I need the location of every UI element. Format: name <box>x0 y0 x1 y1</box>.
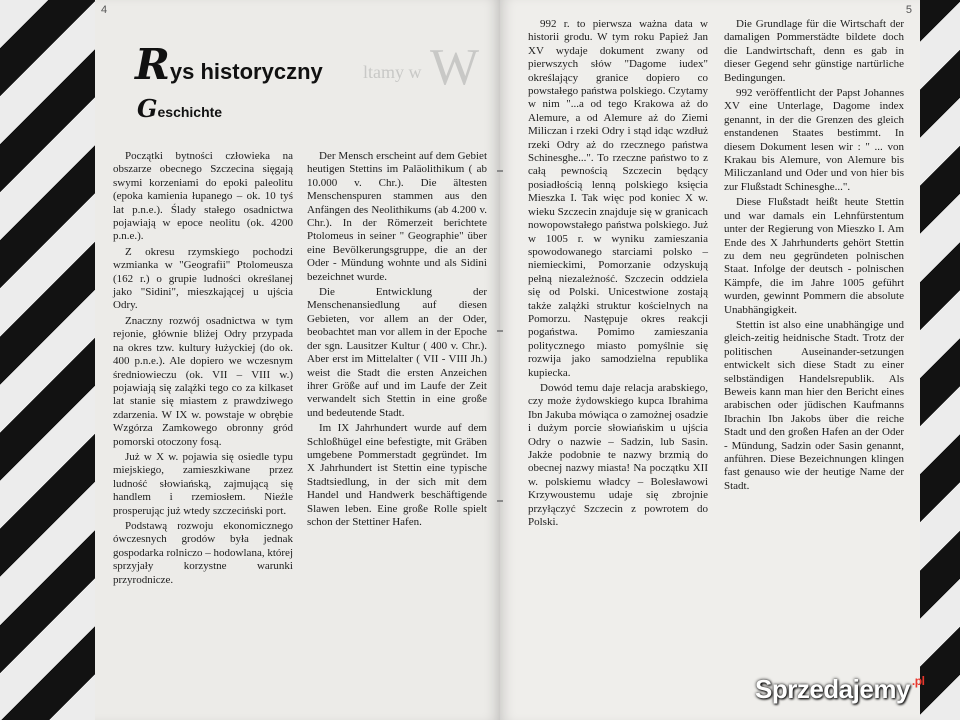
paragraph: Die Grundlage für die Wirtschaft der damaligen Pommerstädte bildete doch die Landwirtschaft, denn es gab in dieser Gegend sehr günstige nartürliche Bedingungen. <box>724 18 904 84</box>
paragraph: Im IX Jahrhundert wurde auf dem Schloßhügel eine befestigte, mit Gräben umgebene Pommerstadt gegründet. Im X Jahrhundert ist Stettin eine typische Stadtsiedlung, in der sich mit dem Handel und Handwerk beschäftigende Slawen leben. Eine große Rolle spielt schon der Stettiner Hafen. <box>307 422 487 528</box>
polish-text-column <box>113 150 293 589</box>
paragraph: Już w X w. pojawia się osiedle typu miejskiego, zamieszkiwane przez ludność słowiańską, zajmującą się handlem i rzemiosłem. Nieźle prosperując już wtedy szczeciński port. <box>113 450 293 517</box>
paragraph: Znaczny rozwój osadnictwa w tym rejonie, głównie bliżej Odry przypada na okres tzw. kultury łużyckiej (do ok. 400 p.n.e.). Ale dopiero we wczesnym średniowieczu (ok. VII – VIII w.) pojawiają się zalążki tego co za kilkaset lat stanie się miastem z prawdziwego zdarzenia. W IX w. powstaje w obrębie Wzgórza Zamkowego obronny gród pomorski otoczony fosą. <box>113 314 293 448</box>
paragraph: Stettin ist also eine unabhängige und gleich-zeitig heidnische Stadt. Trotz der politischen Auseinander-setzungen entwickelt sich diese Stadt zu einer selbständigen Handelsrepublik. Als Beweis kann man hier den Bericht eines arabischen oder jüdischen Kaufmanns Ibrachin Ibn Jakobs über die reiche Stadt und den großen Hafen an der Oder - Mündung, Sadzin oder Sasin genannt, anführen. Diese Bezeichnungen klingen fast genauso wie der heutige Name der Stadt. <box>724 318 904 492</box>
paragraph: 992 veröffentlicht der Papst Johannes XV eine Unterlage, Dagome index genannt, in der die Grenzen des gleich enstandenen Staates bestimmt. In diesem Dokument lesen wir : " ... von Krakau bis Alemure, von Alemure bis Miliczanland und Oder und von hier bis zur Flußstadt Schinesghe...". <box>724 87 904 193</box>
watermark-logo <box>755 674 924 705</box>
page-number-right: 5 <box>905 4 912 16</box>
paragraph: 992 r. to pierwsza ważna data w historii grodu. W tym roku Papież Jan XV wydaje dokument zwany od pierwszych słów "Dagome iudex" określający granice dopiero co powstałego państwa polskiego. Czytamy w nim "...a od tego Krakowa aż do Alemure, a od Alemure aż do Ziemi Miliczan i rzeki Odry i stąd idąc wzdłuż rzeki Odry aż do rzecznego państwa Schinesghe...". To rzeczne państwo to z całą pewnością Szczecin będący posiadłością lenną polskiego księcia Mieszka I. Tak więc pod koniec X w. wieku Szczecin znajduje się w granicach nowopowstałego państwa polskiego. Już w 1005 r. w wyniku zamieszania spowodowanego starciami polsko – niemieckimi, Pomorzanie odzyskują pełną niezależność. Szczecin oddziela się od Polski. Unicestwione zostają także zalążki struktur kościelnych na Pomorzu. Następuje okres reakcji pogaństwa. Pomimo zamieszania politycznego miasto pomyślnie się rozwija jako samodzielna republika kupiecka. <box>528 18 708 379</box>
paragraph: Diese Flußstadt heißt heute Stettin und war damals ein Lehnfürstentum unter der Regierung von Mieszko I. Am Ende des X Jahrhunderts gehört Stettin zu dem neu gegründeten polnischen Staat. Infolge der deutsch - polnischen Kämpfe, die im Jahre 1005 geführt wurden, gewinnt Pommern die absolute Unabhängigkeit. <box>724 196 904 316</box>
paragraph: Dowód temu daje relacja arabskiego, czy może żydowskiego kupca Ibrahima Ibn Jakuba mówiąca o zamożnej osadzie i dużym porcie słowiańskim u ujścia Odry o nazwie – Sadzin, lub Sasin. Jakże podobnie te nazwy brzmią do obecnej nazwy miasta! Na początku XII w. polskiemu władcy – Bolesławowi Krzywoustemu udaje się zbrojnie przyłączyć Szczecin z powrotem do Polski. <box>528 381 708 529</box>
binding-stitch <box>497 170 503 172</box>
ghost-heading: W <box>430 39 480 96</box>
polish-text-column <box>528 18 708 531</box>
title-text: ys historyczny <box>169 59 323 84</box>
paragraph: Der Mensch erscheint auf dem Gebiet heutigen Stettins im Paläolithikum ( ab 10.000 v. Chr.). Die ältesten Menschenspuren stammen aus den Anfängen des Neolithikums (ab 4.200 v. Chr.). In der Römerzeit berichtete Ptolomeus in seiner " Geographie" über eine Bevölkerungsgruppe, die an der Oder - Mündung wohnte und als Sidini bezeichnet wurde. <box>307 150 487 283</box>
watermark-tld: .pl <box>911 674 925 688</box>
watermark-brand: Sprzedajemy <box>755 674 910 704</box>
page-title <box>135 40 323 89</box>
paragraph: Podstawą rozwoju ekonomicznego ówczesnych grodów była jednak gospodarka rolniczo – hodowlana, której sprzyjały korzystne warunki przyrodnicze. <box>113 519 293 586</box>
subtitle-text: eschichte <box>157 104 223 120</box>
paragraph: Die Entwicklung der Menschenansiedlung auf diesen Gebieten, vor allem an der Oder, beobachtet man vor allem in der Epoche der sgn. Lausitzer Kultur ( 400 v. Chr.). Aber erst im Mittelalter ( VII - VIII Jh.) weist die Stadt die ersten Anzeichen ihrer Größe auf und im Laufe der Zeit verwandelt sich Stettin in eine große und bedeutende Stadt. <box>307 286 487 419</box>
left-page <box>95 0 500 720</box>
binding-stitch <box>497 330 503 332</box>
ghost-subheading: ltamy w <box>363 62 422 82</box>
paragraph: Początki bytności człowieka na obszarze obecnego Szczecina sięgają swymi korzeniami do epoki paleolitu (epoka kamienia łupanego – ok. 10 tyś lat p.n.e.). Ślady stałego osadnictwa pojawiają w epoce neolitu (ok. 4200 p.n.e.). <box>113 150 293 243</box>
page-number-left: 4 <box>101 4 108 16</box>
paragraph: Z okresu rzymskiego pochodzi wzmianka w "Geografii" Ptolomeusza (162 r.) o grupie ludności określanej jako "Sidini", mieszkającej u ujścia Odry. <box>113 245 293 312</box>
german-text-column <box>307 150 487 531</box>
right-page <box>500 0 920 720</box>
subtitle-initial: G <box>137 94 158 123</box>
page-subtitle <box>137 94 222 123</box>
binding-stitch <box>497 500 503 502</box>
german-text-column <box>724 18 904 495</box>
title-initial: R <box>135 40 170 89</box>
